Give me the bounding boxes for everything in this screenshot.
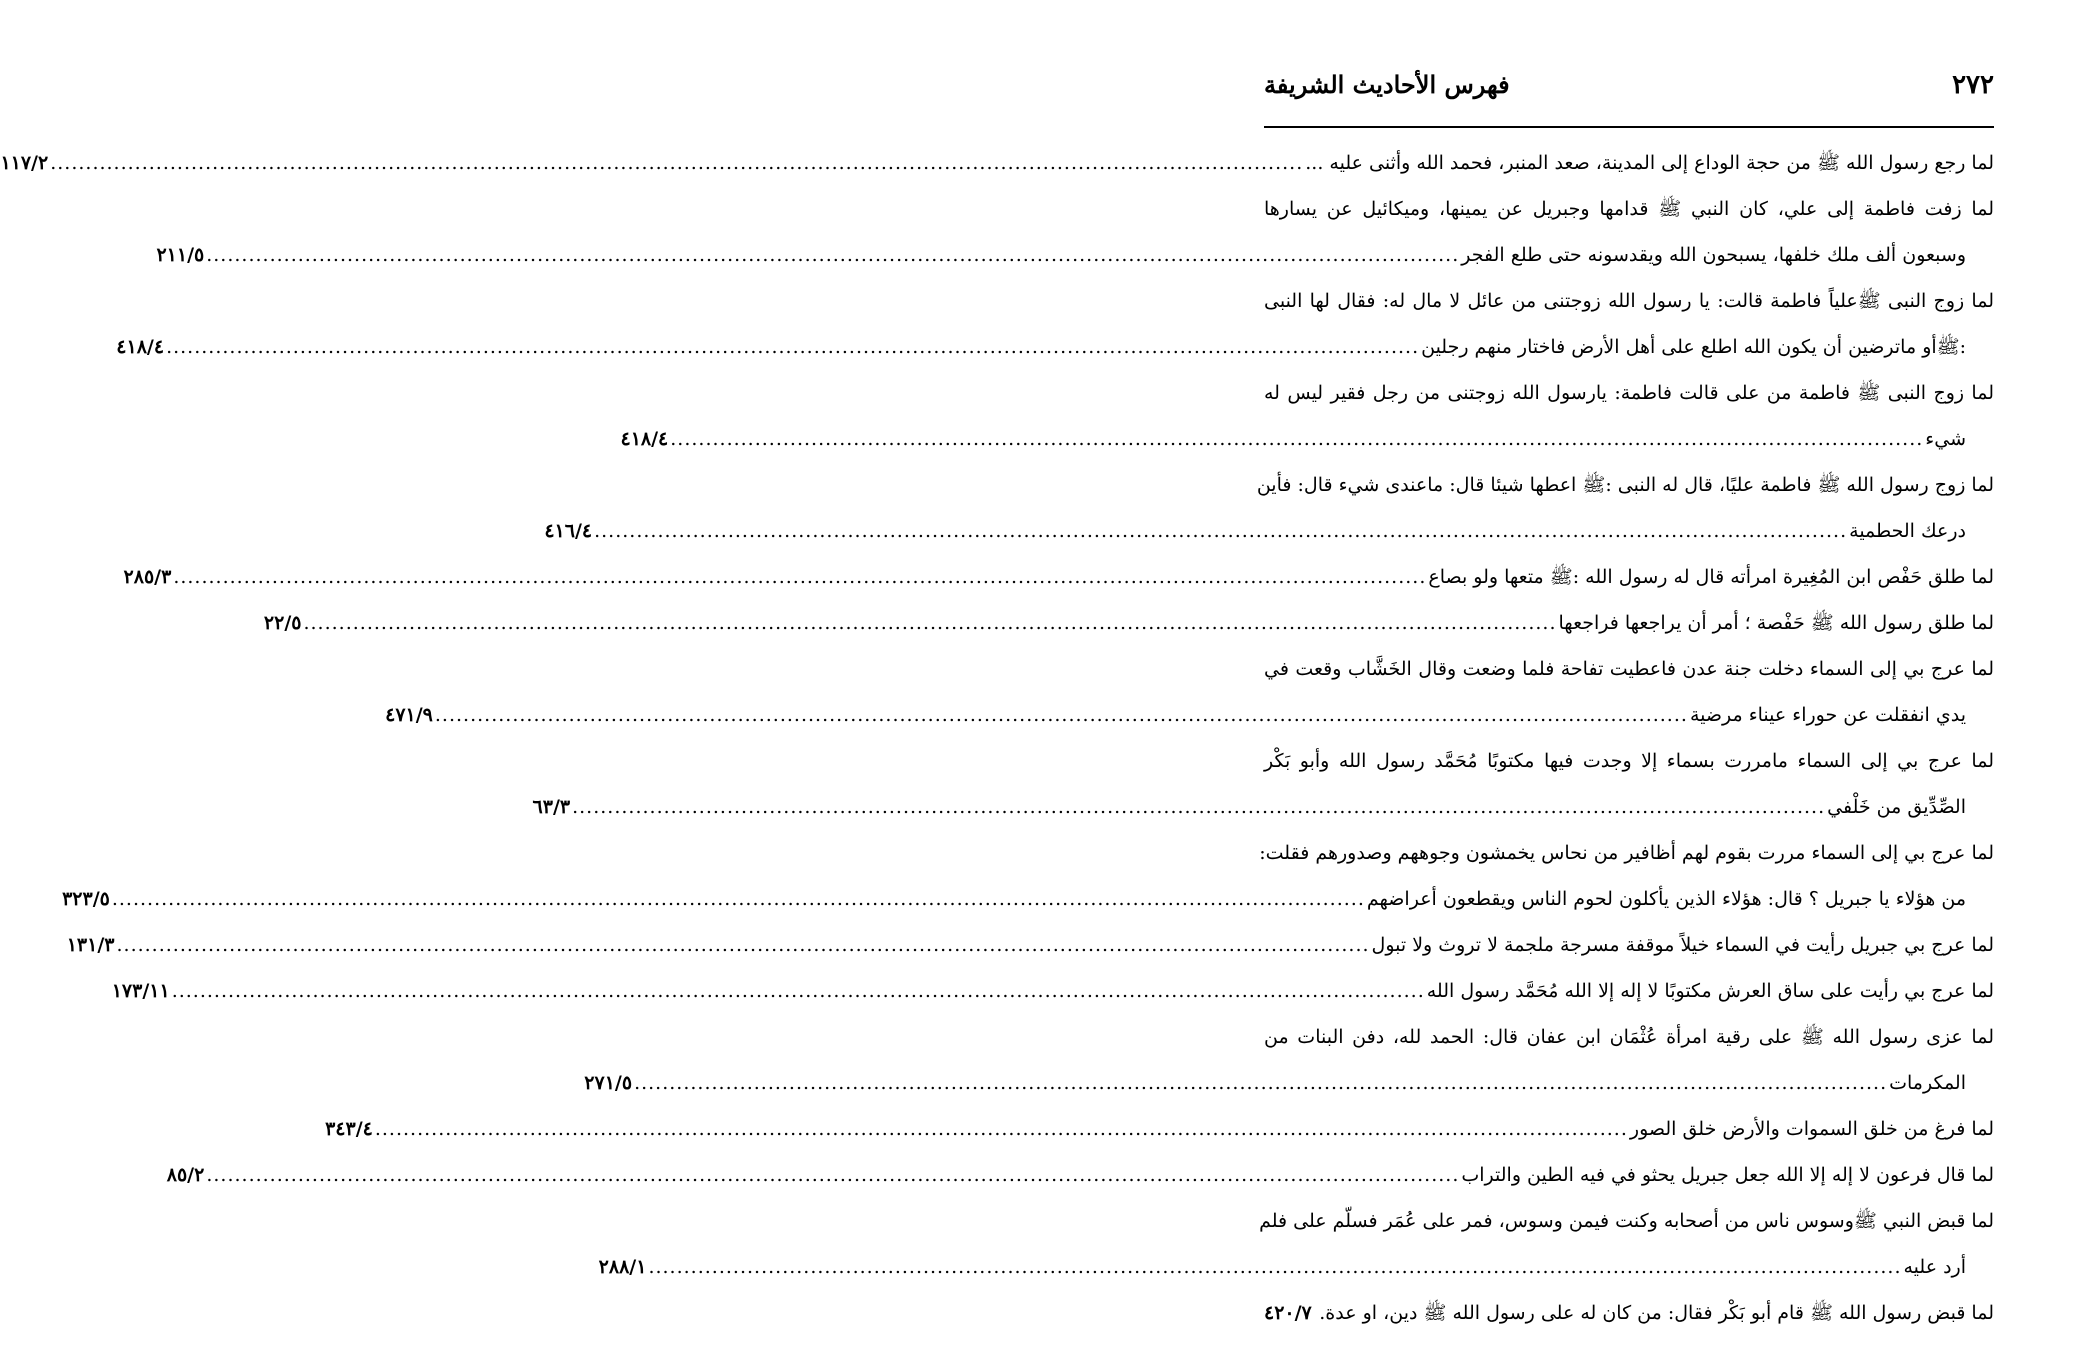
entry-last-line [166,1152,1994,1198]
volume-page-reference: ٦٣/٣ [532,796,571,818]
hadith-entry [325,1106,1994,1152]
entry-text: لما فرغ من خلق السموات والأرض خلق الصور [1629,1118,1994,1140]
volume-page-reference: ١١٧/٢ [0,152,49,174]
hadith-entry [544,462,1994,554]
volume-page-reference: ٤٢٠/٧ [1264,1302,1312,1324]
entry-text: لما زوج النبى ﷺ فاطمة من على قالت فاطمة: يارسول الله زوجتنى من رجل فقير ليس له [1264,382,1994,404]
dot-leader [50,140,1303,186]
entry-text: لما زفت فاطمة إلى علي، كان النبي ﷺ قدامها وجبريل عن يمينها، وميكائيل عن يسارها [1264,198,1994,220]
dot-leader [634,1060,1887,1106]
hadith-entry [532,738,1994,830]
entry-text: لما زوج رسول الله ﷺ فاطمة عليًا، قال له النبى :ﷺ اعطها شيئا قال: ماعندى شيء قال: فأين [1256,474,1994,496]
entry-last-line [385,692,1994,738]
entry-text: لما قبض رسول الله ﷺ قام أبو بَكْر فقال: من كان له على رسول الله ﷺ دين، او عدة. [1319,1302,1994,1324]
dot-leader [166,324,1419,370]
entry-text: شيء [1925,428,1966,450]
running-title: فهرس الأحاديث الشريفة [1264,70,1510,99]
entry-last-line [620,416,1994,462]
hadith-entry [166,1152,1994,1198]
entry-text: الصِّدِّيق من خَلْفي [1827,796,1966,818]
hadith-entry [123,554,1994,600]
entry-last-line [584,1060,1994,1106]
hadith-entry [66,922,1994,968]
volume-page-reference: ٢١١/٥ [156,244,205,266]
entry-text: لما عرج بي جبريل رأيت في السماء خيلاً موقفة مسرجة ملجمة لا تروث ولا تبول [1371,934,1994,956]
volume-page-reference: ٢٢/٥ [263,612,302,634]
hadith-index-list [0,140,1994,1336]
dot-leader [206,232,1459,278]
entry-text: أرد عليه [1903,1256,1966,1278]
entry-last-line [66,922,1994,968]
entry-text: لما عرج بي إلى السماء دخلت جنة عدن فاعطيت تفاحة فلما وضعت وقال الخَشَّاب وقعت في [1264,658,1994,680]
hadith-entry [116,278,1994,370]
hadith-entry [385,646,1994,738]
volume-page-reference: ١٣١/٣ [66,934,115,956]
entry-last-line [156,232,1994,278]
hadith-entry [111,968,1994,1014]
entry-text: لما عرج بي إلى السماء مامررت بسماء إلا وجدت فيها مكتوبًا مُحَمَّد رسول الله وأبو بَكْر [1264,750,1994,772]
volume-page-reference: ٣٢٣/٥ [62,888,110,910]
dot-leader [173,554,1426,600]
volume-page-reference: ٤٧١/٩ [385,704,433,726]
dot-leader [435,692,1688,738]
entry-last-line [544,508,1994,554]
entry-text: لما قبض النبي ﷺوسوس ناس من أصحابه وكنت فيمن وسوس، فمر على عُمَر فسلّم على فلم [1259,1210,1994,1232]
dot-leader [375,1106,1628,1152]
volume-page-reference: ٤١٦/٤ [544,520,593,542]
page-header [1264,60,1994,118]
entry-text: درعك الحطمية [1849,520,1966,542]
dot-leader [572,784,1825,830]
hadith-entry [584,1014,1994,1106]
entry-last-line [116,324,1994,370]
volume-page-reference: ١٧٣/١١ [111,980,170,1002]
entry-last-line [263,600,1994,646]
dot-leader [303,600,1556,646]
entry-last-line [111,968,1994,1014]
hadith-entry [263,600,1994,646]
entry-text: لما قال فرعون لا إله إلا الله جعل جبريل يحثو في فيه الطين والتراب [1461,1164,1994,1186]
entry-last-line [62,876,1994,922]
hadith-entry [620,370,1994,462]
entry-last-line [1264,1290,1994,1336]
volume-page-reference: ٢٨٨/١ [598,1256,647,1278]
hadith-entry [1264,1290,1994,1336]
page [0,60,1994,1340]
entry-last-line [598,1244,1994,1290]
hadith-entry [0,140,1994,186]
header-rule [1264,126,1994,128]
entry-last-line [0,140,1994,186]
entry-last-line [325,1106,1994,1152]
entry-text: وسبعون ألف ملك خلفها، يسبحون الله ويقدسونه حتى طلع الفجر [1461,244,1966,266]
entry-text: لما رجع رسول الله ﷺ من حجة الوداع إلى المدينة، صعد المنبر، فحمد الله وأثنى عليه ... [1305,152,1994,174]
entry-text: :ﷺأو ماترضين أن يكون الله اطلع على أهل الأرض فاختار منهم رجلين [1421,336,1966,358]
dot-leader [206,1152,1459,1198]
entry-text: لما طلق حَفْص ابن المُغِيرة امرأته قال له رسول الله :ﷺ متعها ولو بصاع [1428,566,1994,588]
entry-text: لما زوج النبى ﷺعلياً فاطمة قالت: يا رسول الله زوجتنى من عائل لا مال له: فقال لها النبى [1264,290,1994,312]
dot-leader [172,968,1425,1014]
dot-leader [116,922,1369,968]
entry-last-line [123,554,1994,600]
dot-leader [648,1244,1901,1290]
dot-leader [112,876,1365,922]
entry-last-line [532,784,1994,830]
volume-page-reference: ٤١٨/٤ [620,428,669,450]
entry-text: لما عزى رسول الله ﷺ على رقية امرأة عُثْمَان ابن عفان قال: الحمد لله، دفن البنات من [1264,1026,1994,1048]
hadith-entry [156,186,1994,278]
volume-page-reference: ٤١٨/٤ [116,336,165,358]
volume-page-reference: ٣٤٣/٤ [325,1118,373,1140]
page-number: ٢٧٢ [1952,70,1994,100]
volume-page-reference: ٢٧١/٥ [584,1072,633,1094]
hadith-entry [62,830,1994,922]
entry-text: لما عرج بي رأيت على ساق العرش مكتوبًا لا إله إلا الله مُحَمَّد رسول الله [1426,980,1994,1002]
hadith-entry [598,1198,1994,1290]
dot-leader [594,508,1847,554]
entry-text: من هؤلاء يا جبريل ؟ قال: هؤلاء الذين يأكلون لحوم الناس ويقطعون أعراضهم [1366,888,1966,910]
entry-text: المكرمات [1889,1072,1966,1094]
volume-page-reference: ٨٥/٢ [166,1164,205,1186]
volume-page-reference: ٢٨٥/٣ [123,566,172,588]
entry-text: لما عرج بي إلى السماء مررت بقوم لهم أظافير من نحاس يخمشون وجوههم وصدورهم فقلت: [1259,842,1994,864]
dot-leader [670,416,1923,462]
entry-text: يدي انفقلت عن حوراء عيناء مرضية [1689,704,1966,726]
entry-text: لما طلق رسول الله ﷺ حَفْصة ؛ أمر أن يراجعها فراجعها [1558,612,1994,634]
